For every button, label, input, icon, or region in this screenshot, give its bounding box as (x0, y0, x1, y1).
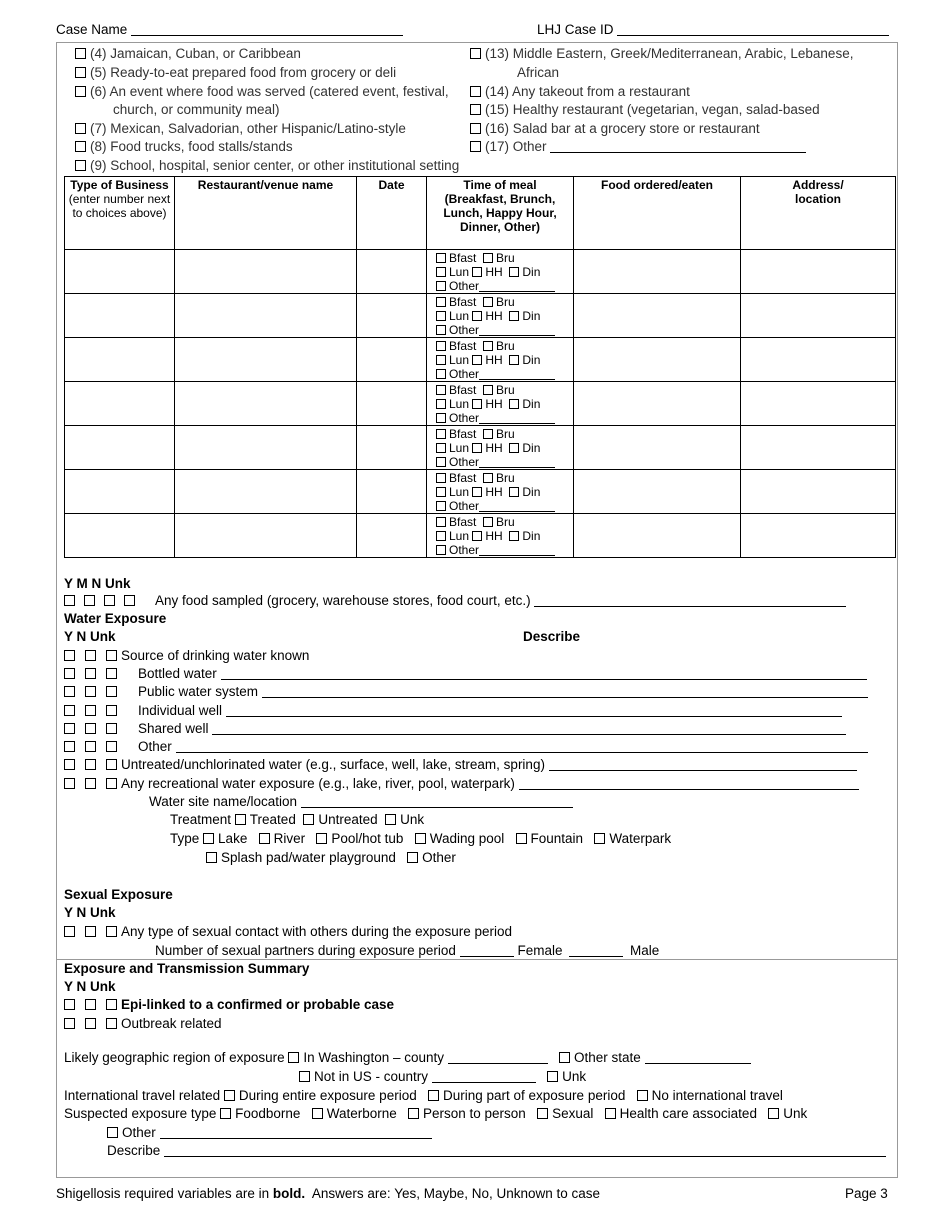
date-cell[interactable] (357, 382, 427, 426)
water-site-row[interactable]: Water site name/location (149, 794, 573, 809)
food-sampled-heading: Y M N Unk (64, 576, 131, 591)
unk-checkbox[interactable] (106, 778, 117, 789)
treatment-row: Treatment Treated Untreated Unk (170, 812, 425, 827)
time-cell[interactable] (427, 294, 574, 338)
lun-checkbox[interactable] (436, 311, 446, 321)
sexual-contact-row[interactable]: Any type of sexual contact with others during the exposure period (64, 924, 512, 939)
time-cell[interactable] (427, 250, 574, 294)
unk-checkbox[interactable] (106, 705, 117, 716)
date-cell[interactable] (357, 338, 427, 382)
yes-checkbox[interactable] (64, 778, 75, 789)
col-name-header: Restaurant/venue name (175, 177, 357, 250)
meal-other-line[interactable] (479, 368, 555, 380)
bru-checkbox[interactable] (483, 297, 493, 307)
unk-checkbox[interactable] (106, 741, 117, 752)
country-line[interactable] (432, 1070, 536, 1083)
yes-checkbox[interactable] (64, 723, 75, 734)
table-row (65, 470, 896, 514)
water-source-line[interactable] (221, 667, 867, 680)
hh-checkbox[interactable] (472, 531, 482, 541)
summary-ynu-heading: Y N Unk (64, 979, 116, 994)
date-cell[interactable] (357, 514, 427, 558)
meal-other-line[interactable] (479, 544, 555, 556)
region-row: Likely geographic region of exposure In Washington – county Other state (64, 1050, 751, 1065)
suspected-other-checkbox[interactable] (107, 1127, 118, 1138)
venue-table (64, 176, 896, 558)
person-to-person-checkbox[interactable] (408, 1108, 419, 1119)
bfast-checkbox[interactable] (436, 385, 446, 395)
table-row (65, 338, 896, 382)
date-cell[interactable] (357, 426, 427, 470)
choice-6[interactable]: (6) An event where food was served (catered event, festival, (75, 84, 449, 99)
summary-title: Exposure and Transmission Summary (64, 961, 310, 976)
intl-travel-row: International travel related During entire exposure period During part of exposure period No international travel (64, 1088, 783, 1103)
checkbox[interactable] (75, 160, 86, 171)
din-checkbox[interactable] (509, 267, 519, 277)
choice-4[interactable]: (4) Jamaican, Cuban, or Caribbean (75, 46, 301, 61)
lun-checkbox[interactable] (436, 267, 446, 277)
date-cell[interactable] (357, 250, 427, 294)
address-cell[interactable] (741, 250, 896, 294)
unk-checkbox[interactable] (106, 723, 117, 734)
din-checkbox[interactable] (509, 355, 519, 365)
name-cell[interactable] (175, 514, 357, 558)
table-row (65, 426, 896, 470)
choice-8[interactable]: (8) Food trucks, food stalls/stands (75, 139, 293, 154)
no-checkbox[interactable] (85, 686, 96, 697)
meal-other-line[interactable] (479, 500, 555, 512)
water-source-row[interactable]: Individual well (64, 703, 842, 718)
untreated-line[interactable] (549, 758, 857, 771)
no-checkbox[interactable] (85, 650, 96, 661)
case-name-line[interactable] (131, 23, 403, 36)
yes-checkbox[interactable] (64, 595, 75, 606)
hh-checkbox[interactable] (472, 399, 482, 409)
water-describe-heading: Describe (523, 629, 581, 644)
water-source-line[interactable] (262, 685, 868, 698)
din-checkbox[interactable] (509, 311, 519, 321)
yes-checkbox[interactable] (64, 668, 75, 679)
water-ynu-heading: Y N Unk (64, 629, 116, 644)
bfast-checkbox[interactable] (436, 341, 446, 351)
col-date-header: Date (357, 177, 427, 250)
lake-checkbox[interactable] (203, 833, 214, 844)
water-site-line[interactable] (301, 795, 573, 808)
col-address-header: Address/ location (741, 177, 896, 250)
address-cell[interactable] (741, 426, 896, 470)
yes-checkbox[interactable] (64, 926, 75, 937)
meal-other-line[interactable] (479, 456, 555, 468)
yes-checkbox[interactable] (64, 650, 75, 661)
checkbox[interactable] (470, 104, 481, 115)
type-cell[interactable] (65, 470, 175, 514)
no-checkbox[interactable] (85, 1018, 96, 1029)
name-cell[interactable] (175, 470, 357, 514)
describe-line[interactable] (164, 1144, 886, 1157)
yes-checkbox[interactable] (64, 686, 75, 697)
unk-checkbox[interactable] (106, 650, 117, 661)
untreated-water-row[interactable]: Untreated/unchlorinated water (e.g., surface, well, lake, stream, spring) (64, 757, 857, 772)
bfast-checkbox[interactable] (436, 429, 446, 439)
din-checkbox[interactable] (509, 443, 519, 453)
type-cell[interactable] (65, 294, 175, 338)
meal-options: Bfast Bru Lun HH Din Other (427, 382, 573, 425)
meal-other-checkbox[interactable] (436, 545, 446, 555)
sexual-partners-row[interactable]: Number of sexual partners during exposure period Female Male (155, 943, 660, 958)
choice-6-cont: church, or community meal) (113, 102, 280, 117)
no-checkbox[interactable] (104, 595, 115, 606)
food-sampled-line[interactable] (534, 594, 846, 607)
no-checkbox[interactable] (85, 926, 96, 937)
page-number: Page 3 (845, 1186, 888, 1201)
choice-15[interactable]: (15) Healthy restaurant (vegetarian, vegan, salad-based (470, 102, 820, 117)
table-row (65, 294, 896, 338)
meal-other-checkbox[interactable] (436, 413, 446, 423)
date-cell[interactable] (357, 294, 427, 338)
food-cell[interactable] (574, 250, 741, 294)
table-header-row (65, 177, 896, 250)
hh-checkbox[interactable] (472, 311, 482, 321)
water-source-line[interactable] (226, 704, 842, 717)
untreated-checkbox[interactable] (303, 814, 314, 825)
intl-none-checkbox[interactable] (637, 1090, 648, 1101)
no-checkbox[interactable] (85, 778, 96, 789)
waterborne-checkbox[interactable] (312, 1108, 323, 1119)
maybe-checkbox[interactable] (84, 595, 95, 606)
name-cell[interactable] (175, 294, 357, 338)
food-cell[interactable] (574, 514, 741, 558)
din-checkbox[interactable] (509, 531, 519, 541)
unk-checkbox[interactable] (106, 926, 117, 937)
unk-checkbox[interactable] (106, 686, 117, 697)
bfast-checkbox[interactable] (436, 473, 446, 483)
bfast-checkbox[interactable] (436, 253, 446, 263)
name-cell[interactable] (175, 382, 357, 426)
unk-checkbox[interactable] (106, 999, 117, 1010)
bru-checkbox[interactable] (483, 385, 493, 395)
treated-checkbox[interactable] (235, 814, 246, 825)
name-cell[interactable] (175, 338, 357, 382)
lun-checkbox[interactable] (436, 399, 446, 409)
type-cell[interactable] (65, 250, 175, 294)
water-source-row[interactable]: Public water system (64, 684, 868, 699)
type-cell[interactable] (65, 514, 175, 558)
address-cell[interactable] (741, 294, 896, 338)
health-care-checkbox[interactable] (605, 1108, 616, 1119)
treatment-unk-checkbox[interactable] (385, 814, 396, 825)
sexual-checkbox[interactable] (537, 1108, 548, 1119)
food-cell[interactable] (574, 426, 741, 470)
checkbox[interactable] (75, 86, 86, 97)
bru-checkbox[interactable] (483, 429, 493, 439)
lun-checkbox[interactable] (436, 355, 446, 365)
checkbox[interactable] (75, 123, 86, 134)
meal-other-checkbox[interactable] (436, 501, 446, 511)
water-exposure-title: Water Exposure (64, 611, 167, 626)
choice-5[interactable]: (5) Ready-to-eat prepared food from grocery or deli (75, 65, 396, 80)
waterpark-checkbox[interactable] (594, 833, 605, 844)
choice-14[interactable]: (14) Any takeout from a restaurant (470, 84, 690, 99)
other-state-line[interactable] (645, 1051, 751, 1064)
bru-checkbox[interactable] (483, 517, 493, 527)
food-cell[interactable] (574, 382, 741, 426)
water-type-row: Type Lake River Pool/hot tub Wading pool Fountain Waterpark (170, 831, 672, 846)
checkbox[interactable] (470, 123, 481, 134)
address-cell[interactable] (741, 514, 896, 558)
no-checkbox[interactable] (85, 668, 96, 679)
water-source-row[interactable]: Bottled water (64, 666, 867, 681)
address-cell[interactable] (741, 470, 896, 514)
meal-other-line[interactable] (479, 412, 555, 424)
bru-checkbox[interactable] (483, 473, 493, 483)
yes-checkbox[interactable] (64, 999, 75, 1010)
unk-checkbox[interactable] (106, 1018, 117, 1029)
no-checkbox[interactable] (85, 705, 96, 716)
type-cell[interactable] (65, 426, 175, 470)
name-cell[interactable] (175, 250, 357, 294)
suspected-other-line[interactable] (160, 1126, 432, 1139)
choice-17[interactable]: (17) Other (470, 139, 806, 154)
footer-note: Shigellosis required variables are in bold. Answers are: Yes, Maybe, No, Unknown to case (56, 1186, 601, 1201)
choice-13-cont: African (517, 65, 560, 80)
no-checkbox[interactable] (85, 741, 96, 752)
suspected-unk-checkbox[interactable] (768, 1108, 779, 1119)
intl-entire-checkbox[interactable] (224, 1090, 235, 1101)
intl-part-checkbox[interactable] (428, 1090, 439, 1101)
lun-checkbox[interactable] (436, 531, 446, 541)
type-cell[interactable] (65, 338, 175, 382)
bfast-checkbox[interactable] (436, 517, 446, 527)
checkbox[interactable] (75, 67, 86, 78)
meal-other-checkbox[interactable] (436, 325, 446, 335)
recreational-water-row[interactable]: Any recreational water exposure (e.g., lake, river, pool, waterpark) (64, 776, 859, 791)
hh-checkbox[interactable] (472, 487, 482, 497)
address-cell[interactable] (741, 382, 896, 426)
bru-checkbox[interactable] (483, 253, 493, 263)
water-source-row[interactable]: Other (64, 739, 868, 754)
unk-checkbox[interactable] (106, 668, 117, 679)
din-checkbox[interactable] (509, 399, 519, 409)
choice-7[interactable]: (7) Mexican, Salvadorian, other Hispanic/Latino-style (75, 121, 406, 136)
type-cell[interactable] (65, 382, 175, 426)
sexual-exposure-title: Sexual Exposure (64, 887, 173, 902)
region-row-2: Not in US - country Unk (299, 1069, 586, 1084)
no-checkbox[interactable] (85, 723, 96, 734)
time-cell[interactable] (427, 514, 574, 558)
other-state-checkbox[interactable] (559, 1052, 570, 1063)
wading-pool-checkbox[interactable] (415, 833, 426, 844)
yes-checkbox[interactable] (64, 741, 75, 752)
unk-checkbox[interactable] (106, 759, 117, 770)
section-divider (56, 959, 898, 960)
sexual-ynu-heading: Y N Unk (64, 905, 116, 920)
water-type-row-2: Splash pad/water playground Other (206, 850, 456, 865)
table-row (65, 250, 896, 294)
water-source-row[interactable]: Shared well (64, 721, 846, 736)
bfast-checkbox[interactable] (436, 297, 446, 307)
meal-other-line[interactable] (479, 324, 555, 336)
table-row (65, 382, 896, 426)
recreational-line[interactable] (519, 777, 859, 790)
describe-row[interactable]: Describe (107, 1143, 886, 1158)
col-type-header: Type of Business (enter number next to choices above) (65, 177, 175, 250)
food-cell[interactable] (574, 294, 741, 338)
foodborne-checkbox[interactable] (220, 1108, 231, 1119)
choice-17-line[interactable] (550, 140, 806, 153)
epi-linked-row[interactable]: Epi-linked to a confirmed or probable case (64, 997, 394, 1012)
food-cell[interactable] (574, 470, 741, 514)
water-source-known-row[interactable]: Source of drinking water known (64, 648, 309, 663)
outbreak-row[interactable]: Outbreak related (64, 1016, 222, 1031)
time-cell[interactable] (427, 470, 574, 514)
fountain-checkbox[interactable] (516, 833, 527, 844)
time-cell[interactable] (427, 382, 574, 426)
lhj-case-id-line[interactable] (617, 23, 889, 36)
checkbox[interactable] (470, 86, 481, 97)
no-checkbox[interactable] (85, 999, 96, 1010)
meal-options: Bfast Bru Lun HH Din Other (427, 294, 573, 337)
col-food-header: Food ordered/eaten (574, 177, 741, 250)
choice-13[interactable]: (13) Middle Eastern, Greek/Mediterranean, Arabic, Lebanese, (470, 46, 853, 61)
region-unk-checkbox[interactable] (547, 1071, 558, 1082)
yes-checkbox[interactable] (64, 705, 75, 716)
lun-checkbox[interactable] (436, 487, 446, 497)
checkbox[interactable] (75, 141, 86, 152)
lhj-case-id-field[interactable]: LHJ Case ID (537, 22, 889, 37)
hh-checkbox[interactable] (472, 355, 482, 365)
meal-options: Bfast Bru Lun HH Din Other (427, 250, 573, 293)
meal-other-checkbox[interactable] (436, 457, 446, 467)
hh-checkbox[interactable] (472, 443, 482, 453)
meal-options: Bfast Bru Lun HH Din Other (427, 470, 573, 513)
splash-pad-checkbox[interactable] (206, 852, 217, 863)
female-count-line[interactable] (460, 944, 514, 957)
meal-other-line[interactable] (479, 280, 555, 292)
no-checkbox[interactable] (85, 759, 96, 770)
hh-checkbox[interactable] (472, 267, 482, 277)
food-sampled-row[interactable]: Any food sampled (grocery, warehouse stores, food court, etc.) (64, 593, 846, 608)
food-cell[interactable] (574, 338, 741, 382)
suspected-other-row[interactable]: Other (107, 1125, 432, 1140)
address-cell[interactable] (741, 338, 896, 382)
checkbox[interactable] (470, 48, 481, 59)
time-cell[interactable] (427, 426, 574, 470)
meal-options: Bfast Bru Lun HH Din Other (427, 338, 573, 381)
choice-16[interactable]: (16) Salad bar at a grocery store or restaurant (470, 121, 760, 136)
meal-options: Bfast Bru Lun HH Din Other (427, 426, 573, 469)
name-cell[interactable] (175, 426, 357, 470)
venue-table-body (65, 250, 896, 558)
meal-other-checkbox[interactable] (436, 369, 446, 379)
choice-9[interactable]: (9) School, hospital, senior center, or other institutional setting (75, 158, 459, 173)
water-source-line[interactable] (176, 740, 868, 753)
bru-checkbox[interactable] (483, 341, 493, 351)
time-cell[interactable] (427, 338, 574, 382)
unk-checkbox[interactable] (124, 595, 135, 606)
case-name-field[interactable]: Case Name (56, 22, 403, 37)
checkbox[interactable] (75, 48, 86, 59)
yes-checkbox[interactable] (64, 1018, 75, 1029)
col-time-header: Time of meal (Breakfast, Brunch, Lunch, Happy Hour, Dinner, Other) (427, 177, 574, 250)
lun-checkbox[interactable] (436, 443, 446, 453)
not-in-us-checkbox[interactable] (299, 1071, 310, 1082)
pool-checkbox[interactable] (316, 833, 327, 844)
water-source-line[interactable] (212, 722, 846, 735)
river-checkbox[interactable] (259, 833, 270, 844)
checkbox[interactable] (470, 141, 481, 152)
din-checkbox[interactable] (509, 487, 519, 497)
in-washington-checkbox[interactable] (288, 1052, 299, 1063)
suspected-type-row: Suspected exposure type Foodborne Waterborne Person to person Sexual Health care associated Unk (64, 1106, 808, 1121)
table-row (65, 514, 896, 558)
male-count-line[interactable] (569, 944, 623, 957)
meal-options: Bfast Bru Lun HH Din Other (427, 514, 573, 557)
yes-checkbox[interactable] (64, 759, 75, 770)
county-line[interactable] (448, 1051, 548, 1064)
date-cell[interactable] (357, 470, 427, 514)
meal-other-checkbox[interactable] (436, 281, 446, 291)
water-type-other-checkbox[interactable] (407, 852, 418, 863)
